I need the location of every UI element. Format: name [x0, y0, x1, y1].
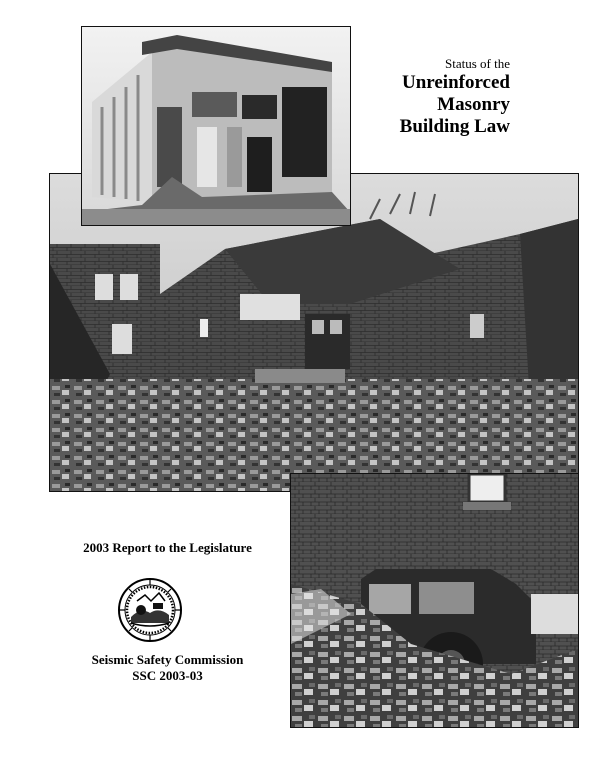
damaged-corner-building-photo: [81, 26, 351, 226]
california-state-seal-icon: [117, 577, 183, 643]
title-line-2: Masonry: [437, 94, 510, 115]
title-prefix: Status of the: [445, 56, 510, 71]
car-buried-in-bricks-photo: [290, 473, 579, 728]
report-code: SSC 2003-03: [132, 668, 203, 683]
report-subtitle: 2003 Report to the Legislature: [83, 540, 252, 555]
commission-info: [60, 652, 275, 684]
report-title: [370, 56, 510, 138]
title-line-1: Unreinforced: [401, 72, 510, 93]
title-line-3: Building Law: [399, 116, 510, 137]
commission-name: Seismic Safety Commission: [91, 652, 244, 667]
